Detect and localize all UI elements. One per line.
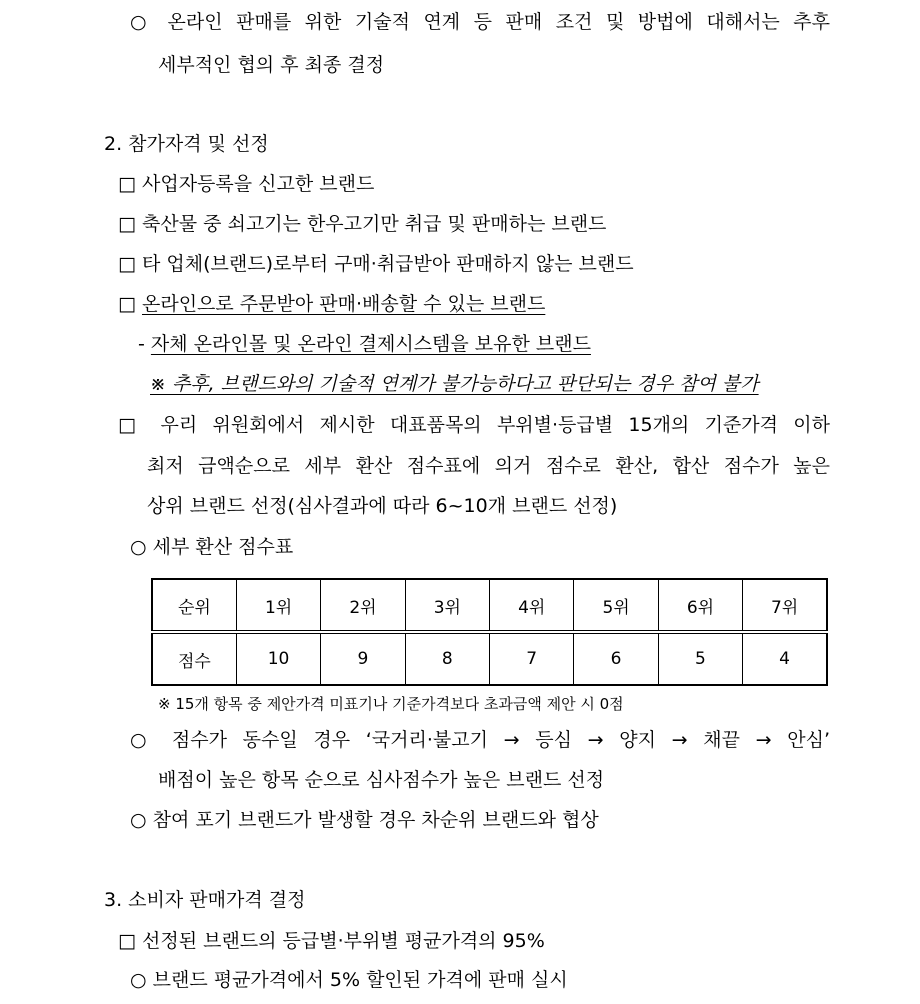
price-rule-5-percent-discount: ○ 브랜드 평균가격에서 5% 할인된 가격에 판매 실시 <box>130 969 568 991</box>
rank-cell: 1위 <box>236 579 320 632</box>
score-cell: 9 <box>321 632 405 685</box>
sub-criterion-own-mall <box>138 330 591 358</box>
score-cell: 8 <box>405 632 489 685</box>
table-row-score <box>152 632 827 685</box>
tie-break-line1: ○ 점수가 동수일 경우 ‘국거리·불고기 → 등심 → 양지 → 채끝 → 안심’ <box>130 729 831 751</box>
criterion-price-line3: 상위 브랜드 선정(심사결과에 따라 6~10개 브랜드 선정) <box>147 495 618 517</box>
item-online-sales-line1: ○ 온라인 판매를 위한 기술적 연계 등 판매 조건 및 방법에 대해서는 추후 <box>130 11 830 33</box>
section-3-heading: 3. 소비자 판매가격 결정 <box>104 889 306 911</box>
withdrawal-negotiation: ○ 참여 포기 브랜드가 발생할 경우 차순위 브랜드와 협상 <box>130 809 599 831</box>
note-zero-points: ※ 15개 항목 중 제안가격 미표기나 기준가격보다 초과금액 제안 시 0점 <box>158 695 624 713</box>
price-rule-95-percent: □ 선정된 브랜드의 등급별·부위별 평균가격의 95% <box>118 930 545 952</box>
rank-cell: 2위 <box>321 579 405 632</box>
checkbox-glyph: □ <box>118 293 142 315</box>
score-label-cell: 점수 <box>152 632 236 685</box>
sub-criterion-own-mall-text: 자체 온라인몰 및 온라인 결제시스템을 보유한 브랜드 <box>150 333 591 355</box>
score-cell: 4 <box>743 632 827 685</box>
item-online-sales-line2: 세부적인 협의 후 최종 결정 <box>158 54 385 76</box>
rank-cell: 3위 <box>405 579 489 632</box>
table-row-rank <box>152 579 827 632</box>
tie-break-line2: 배점이 높은 항목 순으로 심사점수가 높은 브랜드 선정 <box>158 769 605 791</box>
rank-cell: 6위 <box>658 579 742 632</box>
score-cell: 7 <box>490 632 574 685</box>
criterion-online-delivery-text: 온라인으로 주문받아 판매·배송할 수 있는 브랜드 <box>142 293 546 315</box>
rank-label-cell: 순위 <box>152 579 236 632</box>
criterion-hanwoo-only: □ 축산물 중 쇠고기는 한우고기만 취급 및 판매하는 브랜드 <box>118 213 607 235</box>
score-cell: 5 <box>658 632 742 685</box>
rank-cell: 7위 <box>743 579 827 632</box>
criterion-price-line2: 최저 금액순으로 세부 환산 점수표에 의거 점수로 환산, 합산 점수가 높은 <box>147 455 830 477</box>
rank-cell: 5위 <box>574 579 658 632</box>
section-2-heading: 2. 참가자격 및 선정 <box>104 133 269 155</box>
score-cell: 10 <box>236 632 320 685</box>
criterion-business-registration: □ 사업자등록을 신고한 브랜드 <box>118 173 375 195</box>
criterion-price-line1: □ 우리 위원회에서 제시한 대표품목의 부위별·등급별 15개의 기준가격 이하 <box>118 414 830 436</box>
score-conversion-table <box>151 578 828 686</box>
score-table-heading: ○ 세부 환산 점수표 <box>130 536 294 558</box>
dash-glyph: - <box>138 333 151 355</box>
criterion-no-third-party: □ 타 업체(브랜드)로부터 구매·취급받아 판매하지 않는 브랜드 <box>118 253 634 275</box>
rank-cell: 4위 <box>490 579 574 632</box>
criterion-online-delivery <box>118 290 545 318</box>
score-cell: 6 <box>574 632 658 685</box>
note-participation-restriction: ※ 추후, 브랜드와의 기술적 연계가 불가능하다고 판단되는 경우 참여 불가 <box>150 373 759 395</box>
